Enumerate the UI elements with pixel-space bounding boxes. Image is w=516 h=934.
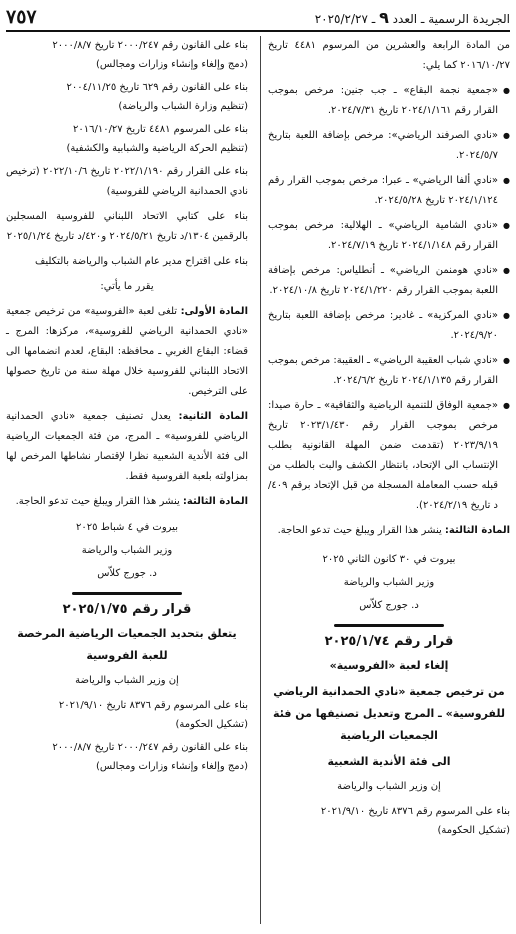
column-divider xyxy=(260,36,261,924)
decision-subtitle: من ترخيص جمعية «نادي الحمدانية الرياضي للفروسية» ـ المرج وتعديل تصنيفها من فئة الجمعيات الرياضية xyxy=(273,685,505,742)
signature-place: بيروت في ٤ شباط ٢٠٢٥ xyxy=(76,522,178,533)
reference-note: (تنظيم وزارة الشباب والرياضة) xyxy=(118,101,248,112)
signature-name: د. جورج كلاّس xyxy=(359,600,419,611)
reference-line: بناء على القانون رقم ٢٠٠٠/٢٤٧ تاريخ ٢٠٠٠/٨/٧ xyxy=(52,40,248,51)
page-header xyxy=(6,4,510,32)
reference-note: (تنظيم الحركة الرياضية والشبابية والكشفية) xyxy=(66,143,248,154)
article-label: المادة الثالثة: xyxy=(182,496,248,507)
right-column xyxy=(268,36,510,844)
reference-line: بناء على القانون رقم ٦٢٩ تاريخ ٢٠٠٤/١١/٢٥ xyxy=(66,82,248,93)
decision-subtitle: يتعلق بتحديد الجمعيات الرياضية المرخصة للعبة الفروسية xyxy=(17,627,237,662)
list-item: ● «نادي شباب العقيبة الرياضي» ـ العقيبة: مرخص بموجب القرار رقم ٢٠٢٤/١/١٣٥ تاريخ ٢٠٢٤/٦/٢. xyxy=(268,351,498,391)
reference-line: بناء على المرسوم ٤٤٨١ تاريخ ٢٠١٦/١٠/٢٧ xyxy=(72,124,248,135)
article-text: ينشر هذا القرار ويبلغ حيث تدعو الحاجة. xyxy=(15,496,183,507)
reference-paragraph: بناء على اقتراح مدير عام الشباب والرياضة بالتكليف xyxy=(34,256,248,267)
list-item: ● «جمعية نجمة البقاع» ـ جب جنين: مرخص بموجب القرار رقم ٢٠٢٤/١/١٦١ تاريخ ٢٠٢٤/٧/٣١. xyxy=(268,81,498,121)
list-item: ● «نادي المركزية» ـ غادير: مرخص بإضافة اللعبة بتاريخ ٢٠٢٤/٩/٢٠. xyxy=(268,306,498,346)
columns xyxy=(6,36,510,930)
article-text: تلغى لعبة «الفروسية» من ترخيص جمعية «نادي الحمدانية الرياضي للفروسية»، مركزها: المرج ـ قضاء: البقاع الغربي ـ محافظة: البقاع، لعدم انضمامها الى الاتحاد اللبناني للفروسية خلال مهلة سنة من تاريخ حصولها على الترخيص. xyxy=(6,306,248,397)
reference-note: (دمج وإلغاء وإنشاء وزارات ومجالس) xyxy=(95,761,248,772)
decision-title: قرار رقم ٢٠٢٥/١/٧٤ xyxy=(324,634,454,649)
article-3 xyxy=(268,521,510,541)
club-list xyxy=(268,81,510,516)
article-text: يعدل تصنيف جمعية «نادي الحمدانية الرياضي للفروسية» ـ المرج، من فئة الجمعيات الرياضية الى فئة الأندية الشعبية نظرا لإقتصار نشاطها المرخص لها بمزاولته بلعبة الفروسية فقط. xyxy=(6,411,248,482)
decision-subtitle: الى فئة الأندية الشعبية xyxy=(327,755,451,768)
reference-line: بناء على القانون رقم ٢٠٠٠/٢٤٧ تاريخ ٢٠٠٠/٨/٧ xyxy=(52,742,248,753)
decision-subtitle: إلغاء لعبة «الفروسية» xyxy=(329,659,449,672)
left-column xyxy=(6,36,248,780)
section-separator xyxy=(268,624,510,627)
issue-date: ـ ٢٠٢٥/٢/٢٧ xyxy=(314,11,376,26)
article-text: ينشر هذا القرار ويبلغ حيث تدعو الحاجة. xyxy=(277,525,445,536)
signature-title: وزير الشباب والرياضة xyxy=(81,545,173,556)
reference-note: (دمج وإلغاء وإنشاء وزارات ومجالس) xyxy=(95,59,248,70)
intro-paragraph: من المادة الرابعة والعشرين من المرسوم ٤٤٨١ تاريخ ٢٠١٦/١٠/٢٧ كما يلي: xyxy=(268,40,510,71)
legal-reference xyxy=(6,696,248,734)
article-3 xyxy=(6,492,248,512)
article-label: المادة الأولى: xyxy=(180,306,248,317)
page-number: ٧٥٧ xyxy=(6,6,37,28)
list-item: ● «جمعية الوفاق للتنمية الرياضية والثقافية» ـ حارة صيدا: مرخص بموجب القرار رقم ٢٠٢٣/١/٤٣٠ تاريخ ٢٠٢٣/٩/١٩ (تقدمت ضمن المهلة القانونية بطلب الإنتساب الى الإتحاد، بانتظار الكشف والبت بالطلب من قبله حسب المعاملة المسجلة من قبل الإتحاد برقم ٤٠٩/د تاريخ ٢٠٢٤/٢/١٩). xyxy=(268,396,498,516)
list-item: ● «نادي ألفا الرياضي» ـ عبرا: مرخص بموجب القرار رقم ٢٠٢٤/١/١٢٤ تاريخ ٢٠٢٤/٥/٢٨. xyxy=(268,171,498,211)
legal-reference xyxy=(6,36,248,74)
issue-number: ٩ xyxy=(379,7,389,27)
list-item: ● «نادي الشامية الرياضي» ـ الهلالية: مرخص بموجب القرار رقم ٢٠٢٤/١/١٤٨ تاريخ ٢٠٢٤/٧/١٩. xyxy=(268,216,498,256)
article-label: المادة الثالثة: xyxy=(444,525,510,536)
section-separator xyxy=(6,592,248,595)
article-label: المادة الثانية: xyxy=(178,411,248,422)
legal-reference xyxy=(6,120,248,158)
decides-line: يقرر ما يأتي: xyxy=(100,281,154,292)
signature-place: بيروت في ٣٠ كانون الثاني ٢٠٢٥ xyxy=(322,554,456,565)
minister-line: إن وزير الشباب والرياضة xyxy=(75,675,179,686)
signature-name: د. جورج كلاّس xyxy=(97,568,157,579)
list-item: ● «نادي هومنمن الرياضي» ـ أنطلياس: مرخص بإضافة اللعبة بموجب القرار رقم ٢٠٢٤/١/٢٢٠ تاريخ ٢٠٢٤/١٠/٨. xyxy=(268,261,498,301)
decision-title: قرار رقم ٢٠٢٥/١/٧٥ xyxy=(62,602,192,617)
gazette-name: الجريدة الرسمية ـ العدد xyxy=(392,11,510,26)
reference-line: بناء على المرسوم رقم ٨٣٧٦ تاريخ ٢٠٢١/٩/١٠ xyxy=(58,700,248,711)
reference-line: بناء على المرسوم رقم ٨٣٧٦ تاريخ ٢٠٢١/٩/١٠ xyxy=(320,806,510,817)
legal-reference xyxy=(6,738,248,776)
legal-reference xyxy=(6,78,248,116)
reference-note: (تشكيل الحكومة) xyxy=(437,825,510,836)
article-2 xyxy=(6,407,248,487)
legal-reference xyxy=(268,802,510,840)
minister-line: إن وزير الشباب والرياضة xyxy=(337,781,441,792)
gazette-issue-line xyxy=(315,8,510,27)
reference-note: (تشكيل الحكومة) xyxy=(175,719,248,730)
list-item: ● «نادي الصرفند الرياضي»: مرخص بإضافة اللعبة بتاريخ ٢٠٢٤/٥/٧. xyxy=(268,126,498,166)
signature-title: وزير الشباب والرياضة xyxy=(343,577,435,588)
article-1 xyxy=(6,302,248,402)
reference-paragraph: بناء على القرار رقم ٢٠٢٢/١/١٩٠ تاريخ ٢٠٢٢/١٠/٦ (ترخيص نادي الحمدانية الرياضي للفروسية) xyxy=(6,166,248,197)
reference-paragraph: بناء على كتابي الاتحاد اللبناني للفروسية المسجلين بالرقمين ١٣٠٤/د تاريخ ٢٠٢٤/٥/٢١ و٤٢٠/د تاريخ ٢٠٢٥/١/٢٤ xyxy=(6,211,248,242)
